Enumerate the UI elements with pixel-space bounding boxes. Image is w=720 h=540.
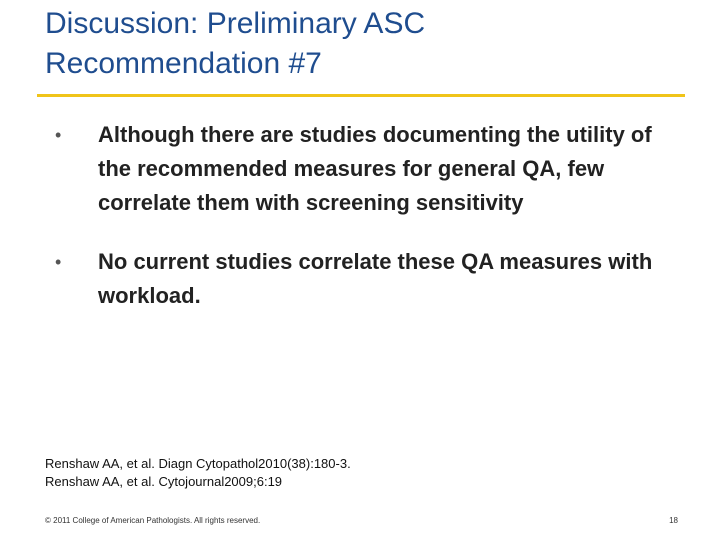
slide-title-line-1: Discussion: Preliminary ASC bbox=[45, 7, 426, 40]
bullet-marker: • bbox=[55, 252, 62, 272]
footer-copyright: © 2011 College of American Pathologists. All rights reserved. bbox=[45, 516, 261, 525]
references bbox=[45, 455, 665, 491]
slide-title bbox=[45, 4, 685, 84]
reference-item: Renshaw AA, et al. Cytojournal2009;6:19 bbox=[45, 474, 283, 489]
slide-title-line-2: Recommendation #7 bbox=[45, 47, 322, 80]
bullet-marker: • bbox=[55, 125, 62, 145]
page-number: 18 bbox=[669, 516, 678, 525]
reference-item: Renshaw AA, et al. Diagn Cytopathol2010(38):180-3. bbox=[45, 456, 351, 471]
title-divider bbox=[37, 94, 685, 97]
bullet-text: No current studies correlate these QA measures with workload. bbox=[98, 249, 653, 308]
bullet-text: Although there are studies documenting the utility of the recommended measures for general QA, few correlate them with screening sensitivity bbox=[98, 122, 652, 215]
bullet-item bbox=[0, 245, 682, 313]
bullet-item bbox=[0, 118, 682, 220]
bullet-list bbox=[0, 118, 720, 338]
